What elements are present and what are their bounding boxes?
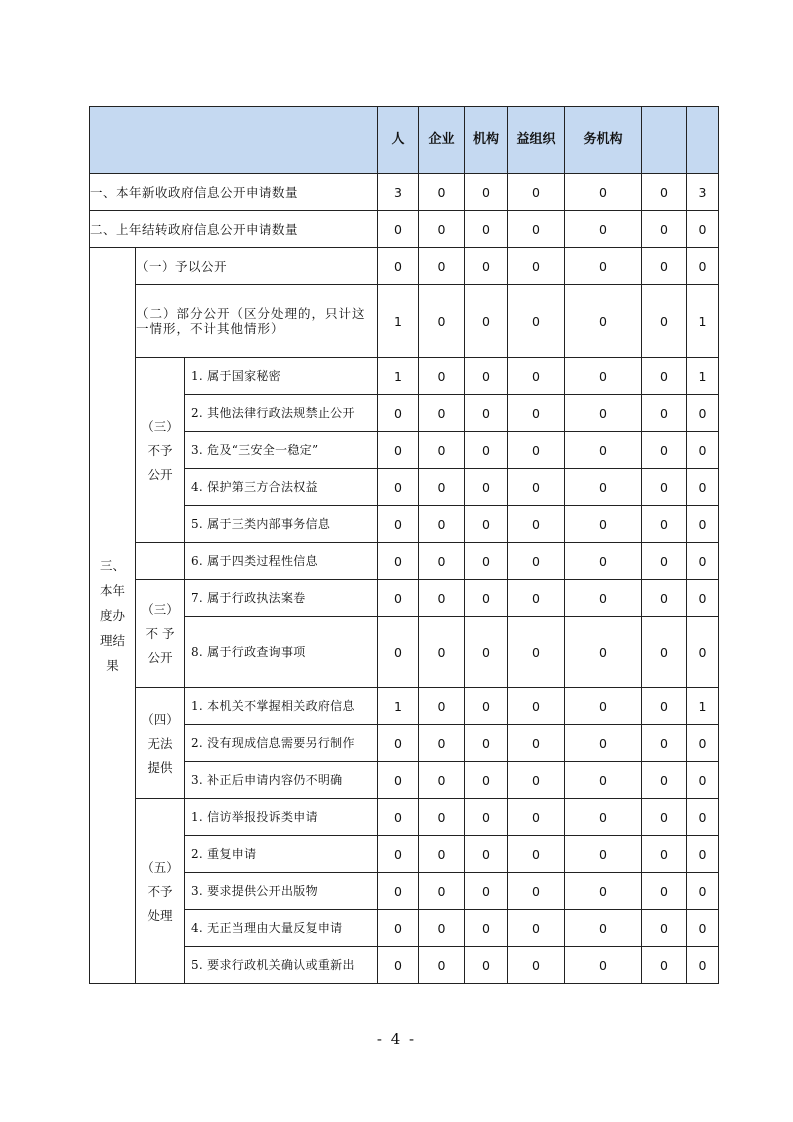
value-cell: 0 <box>508 910 565 947</box>
value-cell: 3 <box>378 174 419 211</box>
value-cell: 0 <box>565 248 642 285</box>
label-line: 处理 <box>147 907 173 923</box>
table-row <box>90 211 719 248</box>
label-line: （三） <box>141 418 179 434</box>
header-cell: 益组织 <box>508 107 565 174</box>
value-cell: 0 <box>642 248 687 285</box>
value-cell: 0 <box>508 395 565 432</box>
header-blank-cell <box>90 107 378 174</box>
row-label: 3. 危及“三安全一稳定” <box>185 432 378 469</box>
table-row <box>90 395 719 432</box>
value-cell: 0 <box>508 285 565 358</box>
category-label <box>136 358 185 543</box>
value-cell: 0 <box>378 617 419 688</box>
header-cell: 人 <box>378 107 419 174</box>
value-cell: 0 <box>508 836 565 873</box>
value-cell: 0 <box>508 725 565 762</box>
label-line: 无法 <box>147 735 173 751</box>
value-cell: 0 <box>508 873 565 910</box>
value-cell: 0 <box>642 174 687 211</box>
table-row <box>90 762 719 799</box>
value-cell: 0 <box>378 248 419 285</box>
value-cell: 0 <box>642 211 687 248</box>
table-row <box>90 910 719 947</box>
table-row <box>90 799 719 836</box>
value-cell: 1 <box>687 358 719 395</box>
table-row <box>90 947 719 984</box>
table-row <box>90 174 719 211</box>
value-cell: 0 <box>687 211 719 248</box>
value-cell: 0 <box>378 762 419 799</box>
label-line: 度办 <box>99 608 125 623</box>
value-cell: 0 <box>565 506 642 543</box>
value-cell: 0 <box>642 543 687 580</box>
value-cell: 0 <box>378 836 419 873</box>
value-cell: 0 <box>419 688 465 725</box>
value-cell: 0 <box>687 725 719 762</box>
header-cell <box>642 107 687 174</box>
row-label: 2. 重复申请 <box>185 836 378 873</box>
value-cell: 0 <box>642 358 687 395</box>
label-line: （五） <box>141 859 179 875</box>
value-cell: 0 <box>419 358 465 395</box>
value-cell: 0 <box>378 432 419 469</box>
value-cell: 0 <box>378 910 419 947</box>
value-cell: 0 <box>565 617 642 688</box>
value-cell: 0 <box>419 211 465 248</box>
value-cell: 0 <box>465 358 508 395</box>
row-label: 5. 属于三类内部事务信息 <box>185 506 378 543</box>
label-line: 理结 <box>99 633 125 648</box>
value-cell: 0 <box>378 873 419 910</box>
value-cell: 0 <box>419 836 465 873</box>
value-cell: 0 <box>378 543 419 580</box>
value-cell: 0 <box>508 580 565 617</box>
value-cell: 0 <box>419 873 465 910</box>
table-row <box>90 432 719 469</box>
value-cell: 0 <box>642 395 687 432</box>
value-cell: 0 <box>465 617 508 688</box>
statistics-table <box>89 106 719 984</box>
value-cell: 0 <box>419 174 465 211</box>
value-cell: 0 <box>687 506 719 543</box>
row-label: 二、上年结转政府信息公开申请数量 <box>90 211 378 248</box>
value-cell: 0 <box>565 580 642 617</box>
row-label: 4. 无正当理由大量反复申请 <box>185 910 378 947</box>
label-line: 三、 <box>99 558 125 573</box>
value-cell: 0 <box>687 910 719 947</box>
value-cell: 0 <box>419 947 465 984</box>
header-cell <box>687 107 719 174</box>
value-cell: 0 <box>565 395 642 432</box>
value-cell: 0 <box>687 617 719 688</box>
row-label: 4. 保护第三方合法权益 <box>185 469 378 506</box>
value-cell: 0 <box>465 580 508 617</box>
row-label: 3. 要求提供公开出版物 <box>185 873 378 910</box>
row-label: 5. 要求行政机关确认或重新出 <box>185 947 378 984</box>
value-cell: 0 <box>687 395 719 432</box>
header-cell: 务机构 <box>565 107 642 174</box>
value-cell: 1 <box>687 688 719 725</box>
row-label: 7. 属于行政执法案卷 <box>185 580 378 617</box>
value-cell: 0 <box>378 211 419 248</box>
value-cell: 0 <box>642 762 687 799</box>
value-cell: 0 <box>508 799 565 836</box>
value-cell: 0 <box>642 469 687 506</box>
value-cell: 0 <box>642 688 687 725</box>
table-row <box>90 506 719 543</box>
value-cell: 0 <box>642 725 687 762</box>
value-cell: 0 <box>419 506 465 543</box>
value-cell: 0 <box>565 799 642 836</box>
value-cell: 1 <box>378 358 419 395</box>
label-line: （四） <box>141 711 179 727</box>
table-row <box>90 107 719 174</box>
label-line: 本年 <box>99 583 125 598</box>
value-cell: 0 <box>465 248 508 285</box>
value-cell: 0 <box>419 799 465 836</box>
row-label: 8. 属于行政查询事项 <box>185 617 378 688</box>
value-cell: 0 <box>642 836 687 873</box>
value-cell: 0 <box>687 580 719 617</box>
value-cell: 0 <box>642 580 687 617</box>
value-cell: 0 <box>465 725 508 762</box>
category-label <box>136 799 185 984</box>
value-cell: 0 <box>465 910 508 947</box>
table-row <box>90 725 719 762</box>
value-cell: 0 <box>508 248 565 285</box>
row-label: 1. 属于国家秘密 <box>185 358 378 395</box>
value-cell: 0 <box>642 910 687 947</box>
value-cell: 1 <box>687 285 719 358</box>
value-cell: 0 <box>565 285 642 358</box>
table-row <box>90 617 719 688</box>
value-cell: 0 <box>565 762 642 799</box>
value-cell: 0 <box>565 688 642 725</box>
value-cell: 0 <box>465 543 508 580</box>
row-label: 1. 本机关不掌握相关政府信息 <box>185 688 378 725</box>
row-label: 6. 属于四类过程性信息 <box>185 543 378 580</box>
value-cell: 0 <box>508 617 565 688</box>
value-cell: 0 <box>419 543 465 580</box>
value-cell: 0 <box>419 725 465 762</box>
row-label: （一）予以公开 <box>136 248 378 285</box>
value-cell: 0 <box>687 836 719 873</box>
row-label: 3. 补正后申请内容仍不明确 <box>185 762 378 799</box>
value-cell: 0 <box>465 285 508 358</box>
value-cell: 0 <box>642 617 687 688</box>
label-line: 果 <box>106 658 119 673</box>
value-cell: 0 <box>419 580 465 617</box>
value-cell: 0 <box>687 947 719 984</box>
table-row <box>90 285 719 358</box>
label-line: 不予 <box>147 442 173 458</box>
value-cell: 0 <box>687 799 719 836</box>
value-cell: 0 <box>465 395 508 432</box>
value-cell: 0 <box>419 762 465 799</box>
table-row <box>90 580 719 617</box>
value-cell: 0 <box>687 432 719 469</box>
value-cell: 0 <box>565 910 642 947</box>
value-cell: 0 <box>642 947 687 984</box>
value-cell: 0 <box>565 725 642 762</box>
row-label: 2. 其他法律行政法规禁止公开 <box>185 395 378 432</box>
value-cell: 0 <box>419 469 465 506</box>
value-cell: 0 <box>508 358 565 395</box>
value-cell: 0 <box>642 432 687 469</box>
value-cell: 0 <box>419 248 465 285</box>
value-cell: 0 <box>508 432 565 469</box>
row-label: 2. 没有现成信息需要另行制作 <box>185 725 378 762</box>
value-cell: 0 <box>378 395 419 432</box>
value-cell: 0 <box>465 174 508 211</box>
value-cell: 0 <box>508 543 565 580</box>
value-cell: 1 <box>378 688 419 725</box>
label-line: 提供 <box>147 759 173 775</box>
table-row <box>90 836 719 873</box>
page-number: - 4 - <box>376 1030 417 1048</box>
row-label: 一、本年新收政府信息公开申请数量 <box>90 174 378 211</box>
value-cell: 0 <box>642 285 687 358</box>
value-cell: 0 <box>465 836 508 873</box>
value-cell: 0 <box>565 947 642 984</box>
value-cell: 0 <box>687 543 719 580</box>
value-cell: 0 <box>687 762 719 799</box>
value-cell: 0 <box>565 543 642 580</box>
value-cell: 0 <box>419 617 465 688</box>
label-line: 不 予 <box>145 626 175 641</box>
label-line: （二）部分公开（区分处理的，只计这 <box>136 306 366 321</box>
value-cell: 0 <box>419 910 465 947</box>
header-cell: 机构 <box>465 107 508 174</box>
value-cell: 0 <box>378 799 419 836</box>
value-cell: 0 <box>565 469 642 506</box>
category-label <box>136 688 185 799</box>
row-label: 1. 信访举报投诉类申请 <box>185 799 378 836</box>
value-cell: 0 <box>565 358 642 395</box>
value-cell: 1 <box>378 285 419 358</box>
value-cell: 0 <box>465 762 508 799</box>
table-row <box>90 358 719 395</box>
table-row <box>90 873 719 910</box>
value-cell: 0 <box>565 211 642 248</box>
value-cell: 0 <box>565 873 642 910</box>
value-cell: 0 <box>419 285 465 358</box>
category-label <box>136 580 185 688</box>
value-cell: 0 <box>378 506 419 543</box>
value-cell: 0 <box>508 947 565 984</box>
value-cell: 0 <box>508 506 565 543</box>
value-cell: 3 <box>687 174 719 211</box>
header-cell: 企业 <box>419 107 465 174</box>
value-cell: 0 <box>465 799 508 836</box>
value-cell: 0 <box>508 174 565 211</box>
value-cell: 0 <box>508 211 565 248</box>
value-cell: 0 <box>508 469 565 506</box>
value-cell: 0 <box>565 836 642 873</box>
value-cell: 0 <box>687 469 719 506</box>
value-cell: 0 <box>687 248 719 285</box>
value-cell: 0 <box>642 506 687 543</box>
table-row <box>90 469 719 506</box>
value-cell: 0 <box>465 506 508 543</box>
section-label <box>90 248 136 984</box>
value-cell: 0 <box>465 873 508 910</box>
value-cell: 0 <box>642 799 687 836</box>
value-cell: 0 <box>687 873 719 910</box>
value-cell: 0 <box>465 688 508 725</box>
value-cell: 0 <box>465 211 508 248</box>
label-line: 一情形，不计其他情形） <box>136 321 285 336</box>
row-label <box>136 285 378 358</box>
value-cell: 0 <box>419 432 465 469</box>
value-cell: 0 <box>465 432 508 469</box>
value-cell: 0 <box>465 469 508 506</box>
label-line: 公开 <box>147 650 173 665</box>
value-cell: 0 <box>508 688 565 725</box>
value-cell: 0 <box>378 580 419 617</box>
value-cell: 0 <box>508 762 565 799</box>
table-row <box>90 248 719 285</box>
value-cell: 0 <box>378 725 419 762</box>
value-cell: 0 <box>642 873 687 910</box>
value-cell: 0 <box>565 174 642 211</box>
value-cell: 0 <box>465 947 508 984</box>
label-line: 公开 <box>147 466 173 482</box>
label-line: 不予 <box>147 883 173 899</box>
table-row <box>90 688 719 725</box>
table-row <box>90 543 719 580</box>
value-cell: 0 <box>378 469 419 506</box>
value-cell: 0 <box>419 395 465 432</box>
empty-cell <box>136 543 185 580</box>
value-cell: 0 <box>378 947 419 984</box>
label-line: （三） <box>141 602 179 617</box>
value-cell: 0 <box>565 432 642 469</box>
